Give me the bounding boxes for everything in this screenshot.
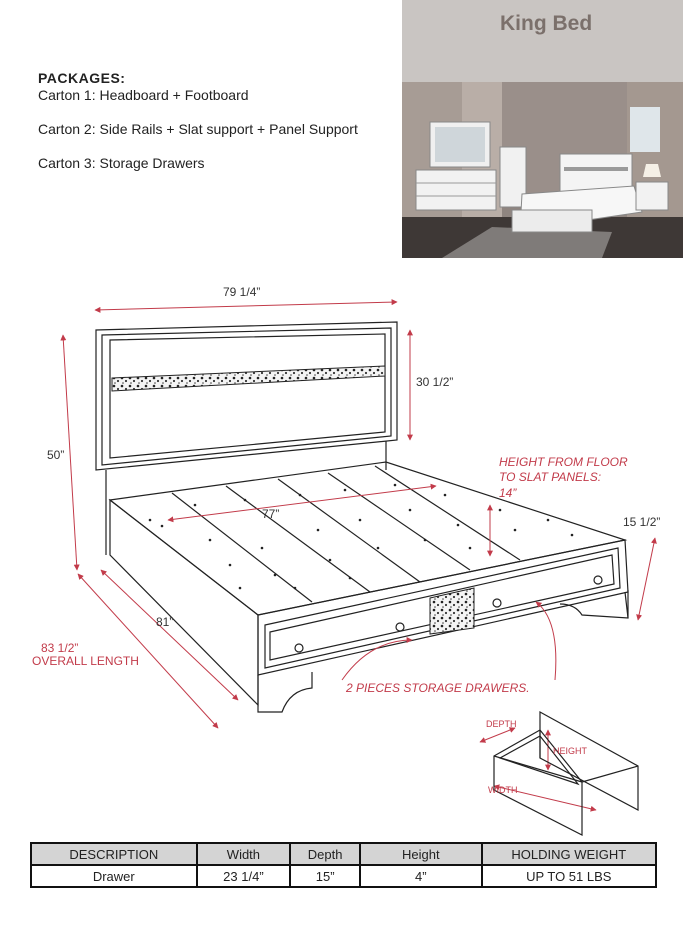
drawer-depth-label: DEPTH bbox=[486, 719, 517, 729]
slat-height-label: HEIGHT FROM FLOOR bbox=[499, 455, 628, 469]
table-cell: Drawer bbox=[31, 865, 197, 887]
slat-height-label: TO SLAT PANELS: bbox=[499, 470, 602, 484]
overall-height-dimension: 50” bbox=[47, 448, 65, 462]
package-item: Carton 1: Headboard + Footboard bbox=[38, 87, 249, 103]
column-header: Depth bbox=[290, 843, 360, 865]
package-item: Carton 2: Side Rails + Slat support + Panel Support bbox=[38, 121, 358, 137]
table-cell: UP TO 51 LBS bbox=[482, 865, 656, 887]
packages-title: PACKAGES: bbox=[38, 70, 126, 86]
column-header: HOLDING WEIGHT bbox=[482, 843, 656, 865]
drawers-note: 2 PIECES STORAGE DRAWERS. bbox=[346, 681, 530, 695]
package-item: Carton 3: Storage Drawers bbox=[38, 155, 205, 171]
table-row bbox=[31, 865, 656, 887]
table-cell: 23 1/4” bbox=[197, 865, 291, 887]
drawer-width-label: WIDTH bbox=[488, 785, 518, 795]
column-header: Height bbox=[360, 843, 482, 865]
headboard-panel-dimension: 30 1/2” bbox=[416, 375, 454, 389]
column-header: DESCRIPTION bbox=[31, 843, 197, 865]
width-dimension: 79 1/4” bbox=[223, 285, 261, 299]
slat-height-value: 14” bbox=[499, 486, 517, 500]
table-cell: 4” bbox=[360, 865, 482, 887]
page-title: King Bed bbox=[500, 12, 593, 35]
drawer-height-label: HEIGHT bbox=[553, 746, 588, 756]
inner-width-dimension: 77” bbox=[262, 507, 280, 521]
column-header: Width bbox=[197, 843, 291, 865]
overall-length-value: 83 1/2” bbox=[41, 641, 79, 655]
rail-length-dimension: 81” bbox=[156, 615, 174, 629]
footboard-height-dimension: 15 1/2” bbox=[623, 515, 661, 529]
table-header-row bbox=[31, 843, 656, 865]
spec-table bbox=[30, 842, 657, 888]
drawer-sketch bbox=[494, 712, 638, 835]
table-cell: 15” bbox=[290, 865, 360, 887]
overall-length-label: OVERALL LENGTH bbox=[32, 654, 139, 668]
